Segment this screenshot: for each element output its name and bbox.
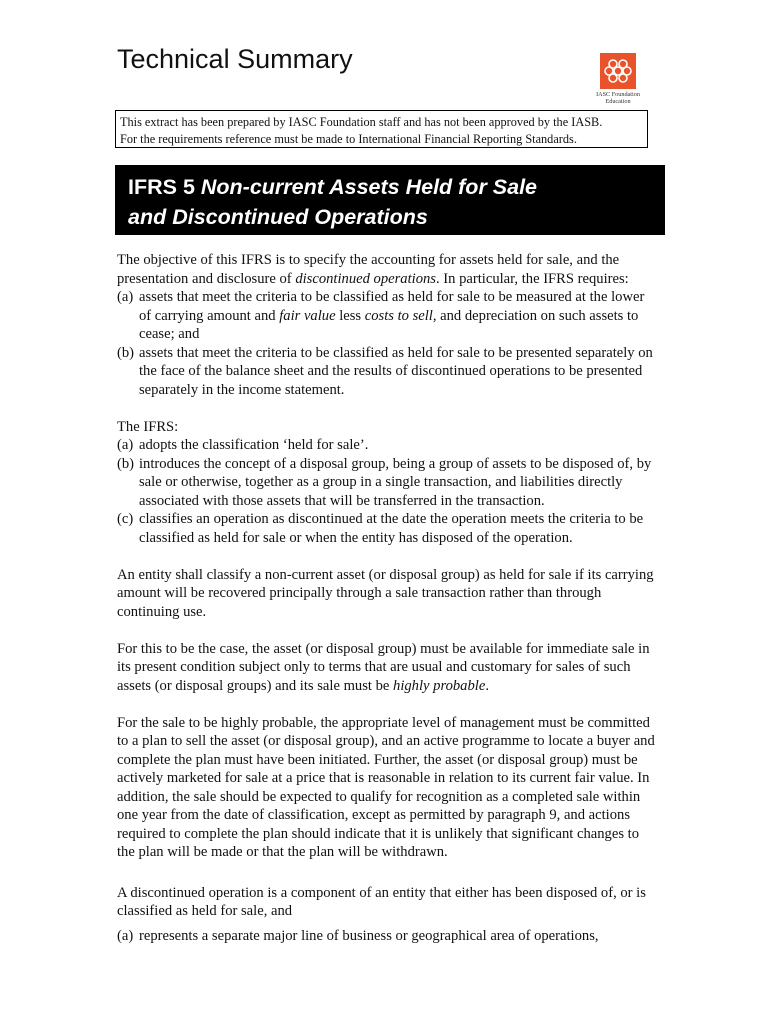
availability-text-1: For this to be the case, the asset (or disposal group) must be available for immediate sale in its present condition subject only to terms that are usual and customary for sales of such assets (or disposal groups) and its sale must be <box>117 640 650 694</box>
availability-paragraph <box>117 640 657 696</box>
logo-line-2: Education <box>605 98 631 105</box>
disclaimer-box <box>115 110 648 148</box>
availability-emphasis: highly probable <box>393 677 486 694</box>
item-text: classifies an operation as discontinued at the date the operation meets the criteria to be classified as held for sale or when the entity has disposed of the operation. <box>139 511 644 546</box>
objective-item-b <box>117 344 657 400</box>
iasc-logo <box>596 53 640 105</box>
item-marker: (b) <box>117 455 135 472</box>
summary-body <box>117 251 657 945</box>
classification-paragraph: An entity shall classify a non-current asset (or disposal group) as held for sale if its carrying amount will be recovered principally through a sale transaction rather than through continuing use. <box>117 566 654 620</box>
item-text: adopts the classification ‘held for sale’. <box>139 437 369 453</box>
disclaimer-line-2: For the requirements reference must be made to International Financial Reporting Standards. <box>120 132 577 146</box>
standard-title-part-2: and Discontinued Operations <box>128 205 428 229</box>
item-text <box>139 288 657 344</box>
item-text: represents a separate major line of business or geographical area of operations, <box>139 927 599 944</box>
availability-text-2: . <box>485 677 489 694</box>
ifrs-item-b <box>117 455 657 511</box>
objective-paragraph <box>117 251 657 288</box>
item-text-part: assets that meet the criteria to be classified as held for sale to be measured at the lower of carrying amount and <box>139 289 645 324</box>
iasc-logo-icon <box>600 53 636 89</box>
item-text-part: , and depreciation on such assets to cease; and <box>139 307 639 342</box>
highly-probable-paragraph: For the sale to be highly probable, the appropriate level of management must be committed to a plan to sell the asset (or disposal group), and an active programme to locate a buyer and complete the plan must have been initiated. Further, the asset (or disposal group) must be actively marketed for sale at a price that is reasonable in relation to its current fair value. In addition, the sale should be expected to qualify for recognition as a completed sale within one year from the date of classification, except as permitted by paragraph 9, and actions required to complete the plan should indicate that it is unlikely that significant changes to the plan will be made or that the plan will be withdrawn. <box>117 714 655 860</box>
discontinued-intro: A discontinued operation is a component of an entity that either has been disposed of, or is classified as held for sale, and <box>117 884 646 919</box>
item-text-part: less <box>335 307 365 324</box>
objective-emphasis: discontinued operations <box>295 270 436 287</box>
item-marker: (a) <box>117 927 134 944</box>
page-title: Technical Summary <box>117 44 353 74</box>
standard-title-banner <box>115 165 665 235</box>
item-marker: (a) <box>117 437 134 453</box>
banner-line-1 <box>128 172 665 202</box>
logo-caption <box>596 91 640 105</box>
item-marker: (a) <box>117 289 134 305</box>
disclaimer-line-1: This extract has been prepared by IASC Foundation staff and has not been approved by the IASB. <box>120 115 603 129</box>
ifrs-intro: The IFRS: <box>117 418 179 435</box>
item-text: introduces the concept of a disposal group, being a group of assets to be disposed of, by sale or otherwise, together as a group in a single transaction, and liabilities directly associated with those assets that will be transferred in the transaction. <box>139 455 652 509</box>
discontinued-item-a <box>117 927 657 946</box>
item-marker: (b) <box>117 344 135 361</box>
ifrs-item-c <box>117 510 657 547</box>
item-emphasis: fair value <box>279 307 336 324</box>
objective-item-a <box>117 288 657 344</box>
objective-text-2: . In particular, the IFRS requires: <box>436 270 629 287</box>
standard-title-part-1: Non-current Assets Held for Sale <box>200 175 538 199</box>
item-marker: (c) <box>117 511 134 527</box>
item-emphasis: costs to sell <box>364 307 433 324</box>
item-text: assets that meet the criteria to be classified as held for sale to be presented separately on the face of the balance sheet and the results of discontinued operations to be presented separately in the income statement. <box>139 344 653 398</box>
objective-text-1: The objective of this IFRS is to specify the accounting for assets held for sale, and the presentation and disclosure of <box>117 252 620 287</box>
ifrs-item-a <box>117 436 657 455</box>
logo-line-1: IASC Foundation <box>596 91 640 98</box>
standard-number: IFRS 5 <box>128 175 195 199</box>
